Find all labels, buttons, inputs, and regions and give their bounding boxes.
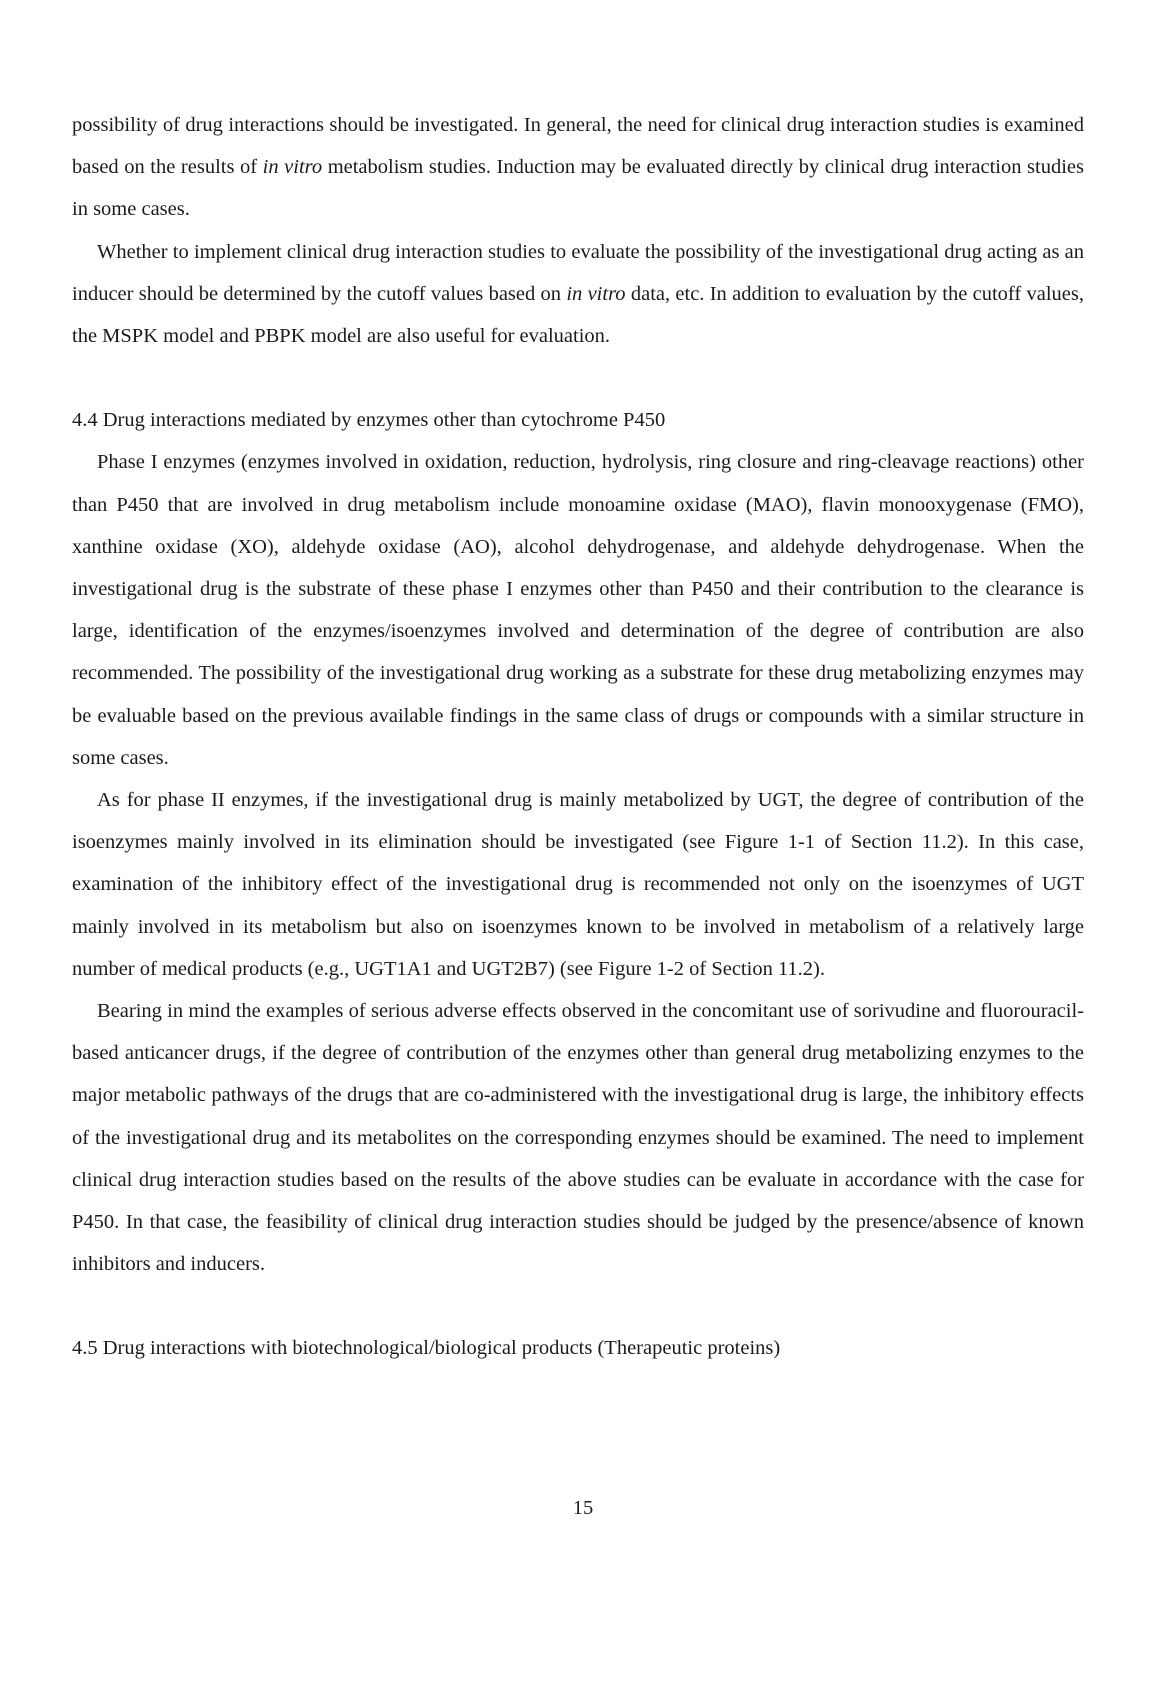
text-run: possibility of drug interactions should be investigated. In general, the need for clinical drug interaction studies is examined based on the results of	[72, 114, 1084, 179]
section-heading: 4.5 Drug interactions with biotechnological/biological products (Therapeutic proteins)	[72, 1337, 781, 1360]
page-number: 15	[572, 1497, 594, 1519]
text-run: data, etc. In addition to evaluation by the cutoff values, the MSPK model and PBPK model are also useful for evaluation.	[72, 282, 1085, 348]
body-text	[72, 104, 1084, 1370]
text-run: Bearing in mind the examples of serious adverse effects observed in the concomitant use of sorivudine and fluorouracil-based anticancer drugs, if the degree of contribution of the enzymes other than general drug metabolizing enzymes to the major metabolic pathways of the drugs that are co-administered with the investigational drug is large, the inhibitory effects of the investigational drug and its metabolites on the corresponding enzymes should be examined. The need to implement clinical drug interaction studies based on the results of the above studies can be evaluate in accordance with the case for P450. In that case, the feasibility of clinical drug interaction studies should be judged by the presence/absence of known inhibitors and inducers.	[72, 1000, 1084, 1276]
paragraph	[72, 990, 1084, 1285]
paragraph	[72, 779, 1084, 990]
paragraph	[72, 441, 1084, 779]
italic-term: in vitro	[262, 156, 323, 179]
section-gap	[72, 357, 1084, 399]
italic-term: in vitro	[566, 282, 626, 305]
text-run: Phase I enzymes (enzymes involved in oxidation, reduction, hydrolysis, ring closure and ring-cleavage reactions) other than P450 that are involved in drug metabolism include monoamine oxidase (MAO), flavin monooxygenase (FMO), xanthine oxidase (XO), aldehyde oxidase (AO), alcohol dehydrogenase, and aldehyde dehydrogenase. When the investigational drug is the substrate of these phase I enzymes other than P450 and their contribution to the clearance is large, identification of the enzymes/isoenzymes involved and determination of the degree of contribution are also recommended. The possibility of the investigational drug working as a substrate for these drug metabolizing enzymes may be evaluable based on the previous available findings in the same class of drugs or compounds with a similar structure in some cases.	[72, 451, 1084, 769]
text-run: metabolism studies. Induction may be evaluated directly by clinical drug interaction studies in some cases.	[72, 156, 1084, 221]
paragraph	[72, 231, 1084, 358]
paragraph	[72, 104, 1084, 231]
text-run: As for phase II enzymes, if the investigational drug is mainly metabolized by UGT, the degree of contribution of the isoenzymes mainly involved in its elimination should be investigated (see Figure 1-1 of Section 11.2). In this case, examination of the inhibitory effect of the investigational drug is recommended not only on the isoenzymes of UGT mainly involved in its metabolism but also on isoenzymes known to be involved in metabolism of a relatively large number of medical products (e.g., UGT1A1 and UGT2B7) (see Figure 1-2 of Section 11.2).	[72, 789, 1084, 980]
section-heading: 4.4 Drug interactions mediated by enzymes other than cytochrome P450	[72, 409, 666, 432]
text-run: Whether to implement clinical drug interaction studies to evaluate the possibility of the investigational drug acting as an inducer should be determined by the cutoff values based on	[72, 240, 1084, 305]
section-gap	[72, 1285, 1084, 1327]
